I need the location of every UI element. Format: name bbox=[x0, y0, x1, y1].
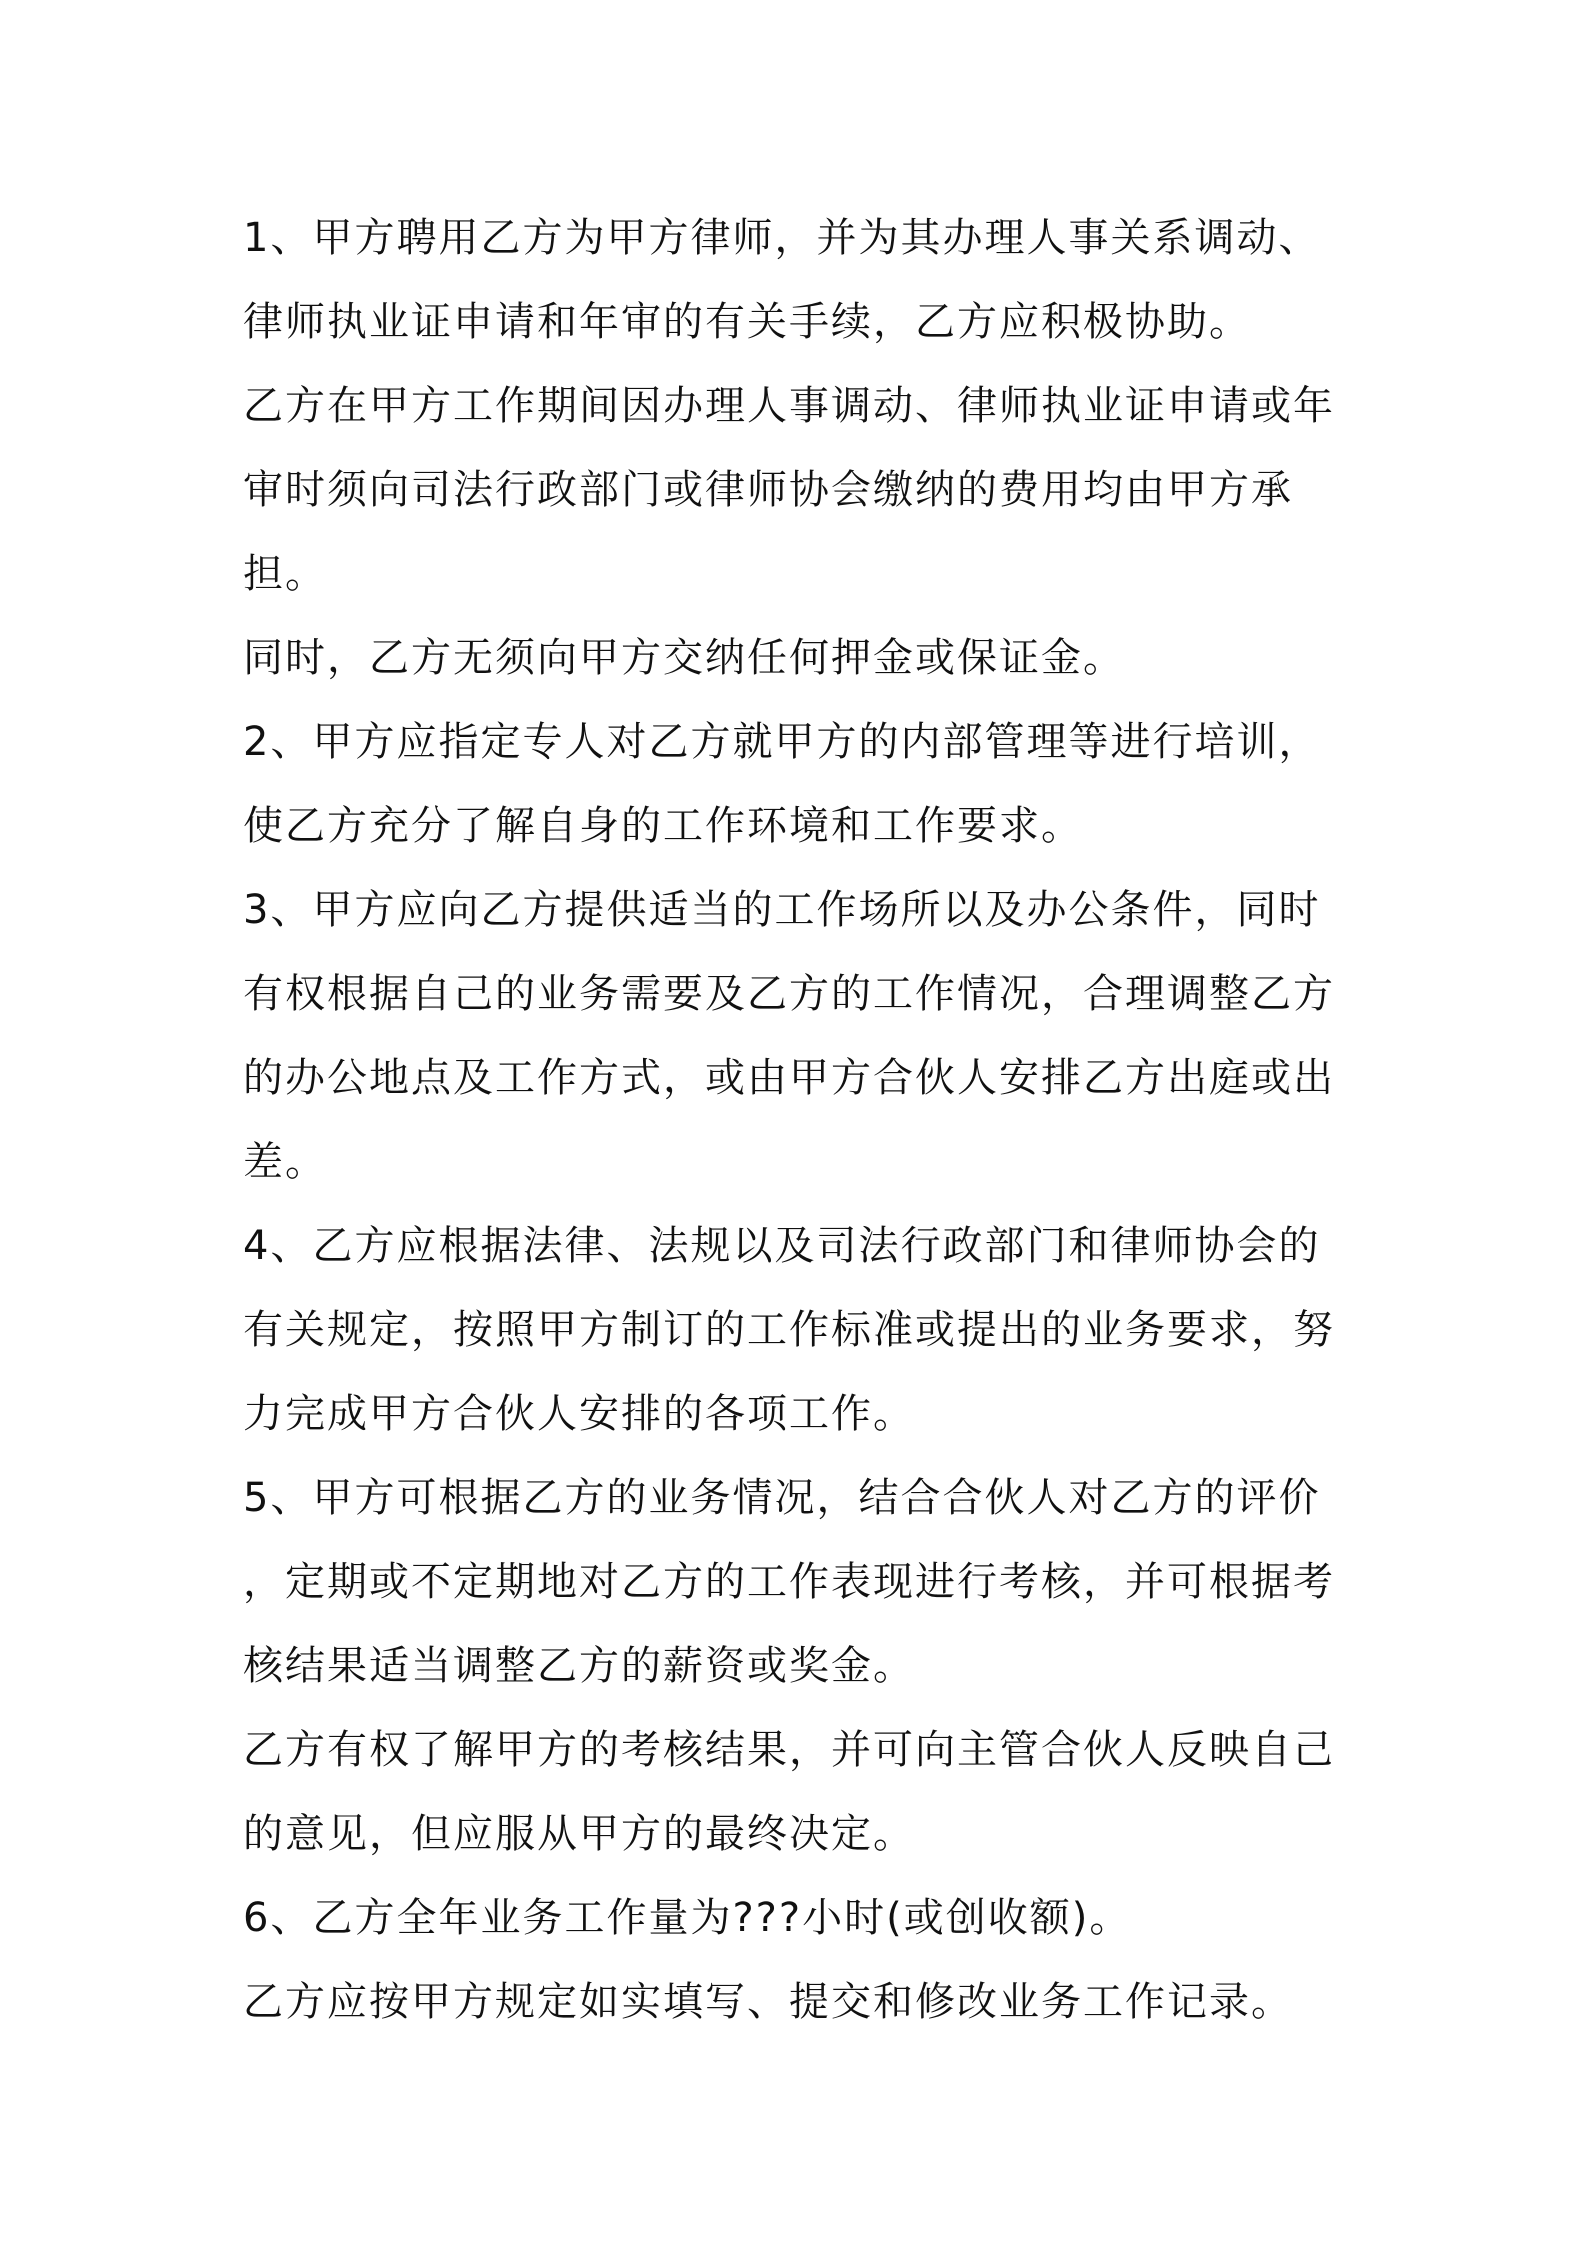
text-line: 的意见，但应服从甲方的最终决定。 bbox=[243, 1811, 915, 1857]
text-line: 4、乙方应根据法律、法规以及司法行政部门和律师协会的 bbox=[243, 1223, 1321, 1269]
document-body bbox=[243, 196, 1363, 2044]
text-line: ，定期或不定期地对乙方的工作表现进行考核，并可根据考 bbox=[243, 1559, 1335, 1605]
text-line: 的办公地点及工作方式，或由甲方合伙人安排乙方出庭或出 bbox=[243, 1055, 1335, 1101]
text-line: 同时，乙方无须向甲方交纳任何押金或保证金。 bbox=[243, 635, 1125, 681]
text-line: 有权根据自己的业务需要及乙方的工作情况，合理调整乙方 bbox=[243, 971, 1335, 1017]
text-line: 2、甲方应指定专人对乙方就甲方的内部管理等进行培训， bbox=[243, 719, 1321, 765]
text-line: 乙方有权了解甲方的考核结果，并可向主管合伙人反映自己 bbox=[243, 1727, 1335, 1773]
text-line: 有关规定，按照甲方制订的工作标准或提出的业务要求，努 bbox=[243, 1307, 1335, 1353]
text-line: 审时须向司法行政部门或律师协会缴纳的费用均由甲方承 bbox=[243, 467, 1293, 513]
text-line: 律师执业证申请和年审的有关手续，乙方应积极协助。 bbox=[243, 299, 1251, 345]
text-line: 6、乙方全年业务工作量为???小时(或创收额)。 bbox=[243, 1895, 1132, 1941]
text-line: 3、甲方应向乙方提供适当的工作场所以及办公条件，同时 bbox=[243, 887, 1321, 933]
text-line: 使乙方充分了解自身的工作环境和工作要求。 bbox=[243, 803, 1083, 849]
text-line: 核结果适当调整乙方的薪资或奖金。 bbox=[243, 1643, 915, 1689]
text-line: 差。 bbox=[243, 1139, 327, 1185]
text-line: 5、甲方可根据乙方的业务情况，结合合伙人对乙方的评价 bbox=[243, 1475, 1321, 1521]
text-line: 1、甲方聘用乙方为甲方律师，并为其办理人事关系调动、 bbox=[243, 215, 1321, 261]
text-line: 乙方应按甲方规定如实填写、提交和修改业务工作记录。 bbox=[243, 1979, 1293, 2025]
text-line: 乙方在甲方工作期间因办理人事调动、律师执业证申请或年 bbox=[243, 383, 1335, 429]
text-line: 担。 bbox=[243, 551, 327, 597]
text-line: 力完成甲方合伙人安排的各项工作。 bbox=[243, 1391, 915, 1437]
